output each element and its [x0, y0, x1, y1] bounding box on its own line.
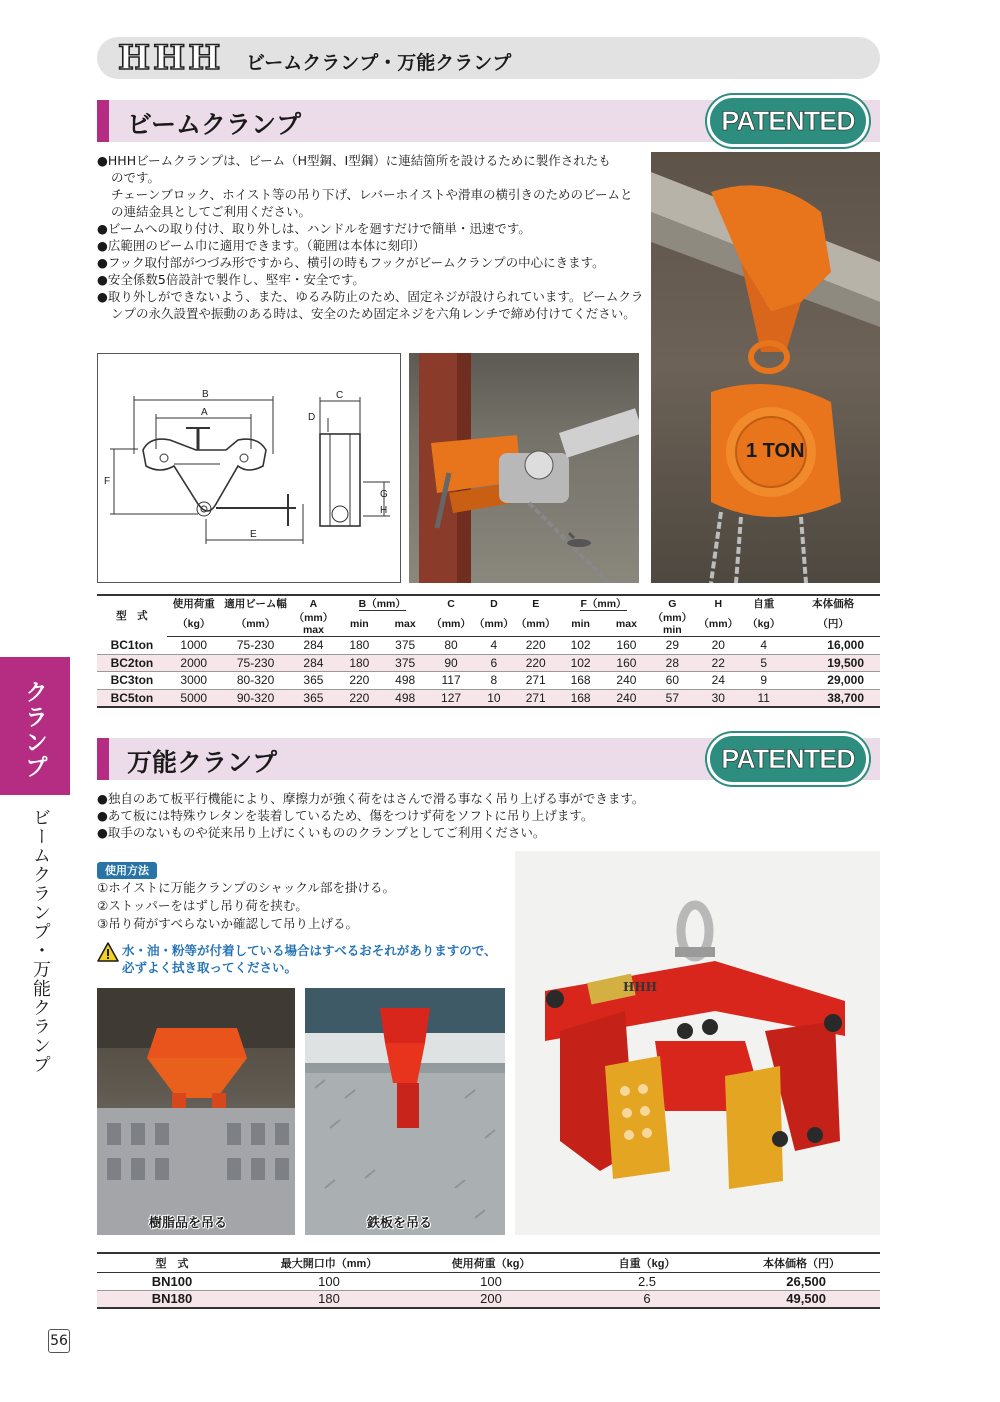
cell: 271	[514, 689, 558, 707]
cell: 75-230	[221, 637, 291, 655]
patented-badge: PATENTED	[707, 95, 869, 147]
cell: 80	[428, 637, 474, 655]
cell: 168	[558, 689, 604, 707]
feature-line: ●取手のないものや従来吊り上げにくいもののクランプとしてご利用ください。	[97, 825, 546, 840]
cell: 127	[428, 689, 474, 707]
cell: 1000	[167, 637, 221, 655]
cell: 365	[290, 689, 336, 707]
section-title: 万能クランプ	[127, 748, 278, 777]
dim-label-h: H	[380, 505, 388, 516]
cell: BC1ton	[97, 637, 167, 655]
cell: 11	[741, 689, 786, 707]
cell: 240	[604, 689, 650, 707]
category-tab-label: クランプ	[21, 680, 47, 780]
col-header: 型 式	[97, 1253, 247, 1272]
cell: 160	[604, 654, 650, 672]
col-header: 自重（kg）	[571, 1253, 723, 1272]
table-header-row	[97, 1253, 880, 1272]
cell: 102	[558, 637, 604, 655]
cell: 2000	[167, 654, 221, 672]
universal-clamp-features	[97, 790, 797, 841]
dim-label-f: F	[104, 476, 111, 487]
col-header: 自重	[741, 595, 786, 612]
section-marker	[97, 738, 109, 780]
col-header: G	[649, 595, 695, 612]
beam-clamp-spec-table	[97, 594, 880, 708]
cell: 8	[474, 672, 514, 690]
table-row	[97, 654, 880, 672]
table-subheader-row	[97, 612, 880, 637]
section-marker	[97, 100, 109, 142]
table-row	[97, 672, 880, 690]
dim-label-b: B	[202, 389, 209, 400]
cell: 375	[382, 654, 428, 672]
usage-step: ①ホイストに万能クランプのシャックル部を掛ける。	[97, 880, 395, 895]
cell: BC3ton	[97, 672, 167, 690]
cell: 284	[290, 654, 336, 672]
cell: 4	[474, 637, 514, 655]
col-header-text: F（mm）	[580, 598, 627, 610]
dim-label-e: E	[250, 529, 257, 540]
cell: 5	[741, 654, 786, 672]
col-header: 型 式	[97, 595, 167, 637]
dim-label-d: D	[308, 412, 316, 423]
cell: 3000	[167, 672, 221, 690]
col-subheader: （mm）	[474, 612, 514, 637]
dim-label-a: A	[201, 407, 208, 418]
col-subheader: （mm）	[514, 612, 558, 637]
cell: 57	[649, 689, 695, 707]
col-subheader: （mm）	[221, 612, 291, 637]
chain-block-photo-art	[651, 152, 880, 583]
universal-clamp-spec-table	[97, 1252, 880, 1309]
price-cell: 29,000	[786, 672, 880, 690]
cell: 180	[247, 1290, 411, 1308]
cell: 29	[649, 637, 695, 655]
cell: 160	[604, 637, 650, 655]
cell: BC5ton	[97, 689, 167, 707]
section-title: ビームクランプ	[127, 110, 302, 139]
page-title: ビームクランプ・万能クランプ	[246, 52, 512, 74]
feature-line: の連結金具としてご利用ください。	[111, 204, 312, 219]
cell: 4	[741, 637, 786, 655]
resin-photo-art	[97, 988, 295, 1235]
cell: 117	[428, 672, 474, 690]
col-header: H	[695, 595, 741, 612]
col-subheader: max	[382, 612, 428, 637]
table-row	[97, 1272, 880, 1290]
price-cell: 16,000	[786, 637, 880, 655]
cell: 284	[290, 637, 336, 655]
col-header	[336, 595, 428, 612]
warning-line: 必ずよく拭き取ってください。	[122, 960, 298, 975]
usage-tag: 使用方法	[97, 862, 157, 879]
cell: 180	[336, 637, 382, 655]
cell: 9	[741, 672, 786, 690]
col-header: 適用ビーム幅	[221, 595, 291, 612]
cell: 6	[474, 654, 514, 672]
cell: 100	[247, 1272, 411, 1290]
cell: 90	[428, 654, 474, 672]
cell: 375	[382, 637, 428, 655]
cell: 30	[695, 689, 741, 707]
patented-badge: PATENTED	[707, 733, 869, 785]
table-row	[97, 637, 880, 655]
cell: 22	[695, 654, 741, 672]
universal-clamp-product-photo	[515, 851, 880, 1235]
col-header-text: B（mm）	[358, 598, 406, 610]
cell: 24	[695, 672, 741, 690]
col-header: 最大開口巾（mm）	[247, 1253, 411, 1272]
chain-block-capacity-label: 1 TON	[746, 440, 805, 462]
feature-line: ●HHHビームクランプは、ビーム（H型鋼、I型鋼）に連結箇所を設けるために製作されたも	[97, 153, 611, 168]
col-header	[558, 595, 650, 612]
col-header: D	[474, 595, 514, 612]
cell: 180	[336, 654, 382, 672]
feature-line: ●フック取付部がつづみ形ですから、横引の時もフックがビームクランプの中心にきます。	[97, 255, 605, 270]
col-header: 使用荷重	[167, 595, 221, 612]
beam-clamp-features	[97, 152, 645, 322]
col-header: 本体価格（円）	[723, 1253, 880, 1272]
product-plate-text: HHH	[623, 980, 658, 994]
feature-line: ●取り外しができないよう、また、ゆるみ防止のため、固定ネジが設けられています。ビームクラ	[97, 289, 644, 304]
feature-line: チェーンブロック、ホイスト等の吊り下げ、レバーホイストや滑車の横引きのためのビームと	[111, 187, 633, 202]
cell: 100	[411, 1272, 571, 1290]
price-cell: 38,700	[786, 689, 880, 707]
feature-line: ●広範囲のビーム巾に適用できます。（範囲は本体に刻印）	[97, 238, 426, 253]
cell: 498	[382, 689, 428, 707]
page-number: 56	[48, 1329, 70, 1353]
cell: 220	[336, 672, 382, 690]
dimension-drawing	[97, 353, 401, 583]
col-subheader: （円）	[786, 612, 880, 637]
col-subheader: min	[558, 612, 604, 637]
usage-step: ②ストッパーをはずし吊り荷を挟む。	[97, 898, 308, 913]
price-cell: 19,500	[786, 654, 880, 672]
steel-plate-lifting-photo	[305, 988, 505, 1235]
col-header: E	[514, 595, 558, 612]
cell: 240	[604, 672, 650, 690]
photo-caption: 鉄板を吊る	[367, 1216, 433, 1231]
col-header: 使用荷重（kg）	[411, 1253, 571, 1272]
cell: 200	[411, 1290, 571, 1308]
warning-line: 水・油・粉等が付着している場合はすべるおそれがありますので、	[122, 943, 497, 958]
cell: 75-230	[221, 654, 291, 672]
cell: 271	[514, 672, 558, 690]
col-subheader: （mm）min	[649, 612, 695, 637]
col-subheader: （mm）	[695, 612, 741, 637]
dim-label-g: G	[380, 489, 388, 500]
cell: 2.5	[571, 1272, 723, 1290]
col-subheader: max	[604, 612, 650, 637]
cell: BC2ton	[97, 654, 167, 672]
col-subheader: （mm）max	[290, 612, 336, 637]
feature-line: ●安全係数5倍設計で製作し、堅牢・安全です。	[97, 272, 365, 287]
cell: 220	[514, 654, 558, 672]
price-cell: 26,500	[723, 1272, 880, 1290]
dimension-drawing-svg	[98, 354, 400, 582]
col-subheader: （kg）	[167, 612, 221, 637]
beam-clamp-lever-photo	[409, 353, 639, 583]
cell: 10	[474, 689, 514, 707]
dim-label-c: C	[336, 390, 344, 401]
col-header: A	[290, 595, 336, 612]
cell: 80-320	[221, 672, 291, 690]
cell: 365	[290, 672, 336, 690]
photo-caption: 樹脂品を吊る	[149, 1216, 228, 1231]
cell: 20	[695, 637, 741, 655]
col-subheader: min	[336, 612, 382, 637]
table-row	[97, 689, 880, 707]
cell: 220	[514, 637, 558, 655]
lever-photo-art	[409, 353, 639, 583]
cell: BN100	[97, 1272, 247, 1290]
cell: 6	[571, 1290, 723, 1308]
beam-clamp-chain-block-photo	[651, 152, 880, 583]
category-tab-subtitle: ビームクランプ・万能クランプ	[30, 808, 51, 1074]
cell: 168	[558, 672, 604, 690]
cell: BN180	[97, 1290, 247, 1308]
cell: 60	[649, 672, 695, 690]
cell: 90-320	[221, 689, 291, 707]
feature-line: ンプの永久設置や振動のある時は、安全のため固定ネジを六角レンチで締め付けてください。	[111, 306, 636, 321]
col-subheader: （mm）	[428, 612, 474, 637]
warning-icon	[97, 942, 119, 962]
col-header: C	[428, 595, 474, 612]
warning-text	[122, 942, 497, 976]
usage-step: ③吊り荷がすべらないか確認して吊り上げる。	[97, 916, 358, 931]
usage-steps	[97, 879, 497, 933]
cell: 5000	[167, 689, 221, 707]
steel-photo-art	[305, 988, 505, 1235]
col-subheader: （kg）	[741, 612, 786, 637]
feature-line: ●ビームへの取り付け、取り外しは、ハンドルを廻すだけで簡単・迅速です。	[97, 221, 531, 236]
cell: 28	[649, 654, 695, 672]
price-cell: 49,500	[723, 1290, 880, 1308]
brand-logo: HHH	[118, 38, 224, 78]
table-header-row	[97, 595, 880, 612]
col-header: 本体価格	[786, 595, 880, 612]
feature-line: のです。	[111, 170, 161, 185]
cell: 102	[558, 654, 604, 672]
cell: 220	[336, 689, 382, 707]
feature-line: ●あて板には特殊ウレタンを装着しているため、傷をつけず荷をソフトに吊り上げます。	[97, 808, 594, 823]
resin-lifting-photo	[97, 988, 295, 1235]
feature-line: ●独自のあて板平行機能により、摩擦力が強く荷をはさんで滑る事なく吊り上げる事ができます。	[97, 791, 645, 806]
table-row	[97, 1290, 880, 1308]
cell: 498	[382, 672, 428, 690]
universal-clamp-art	[515, 851, 880, 1235]
